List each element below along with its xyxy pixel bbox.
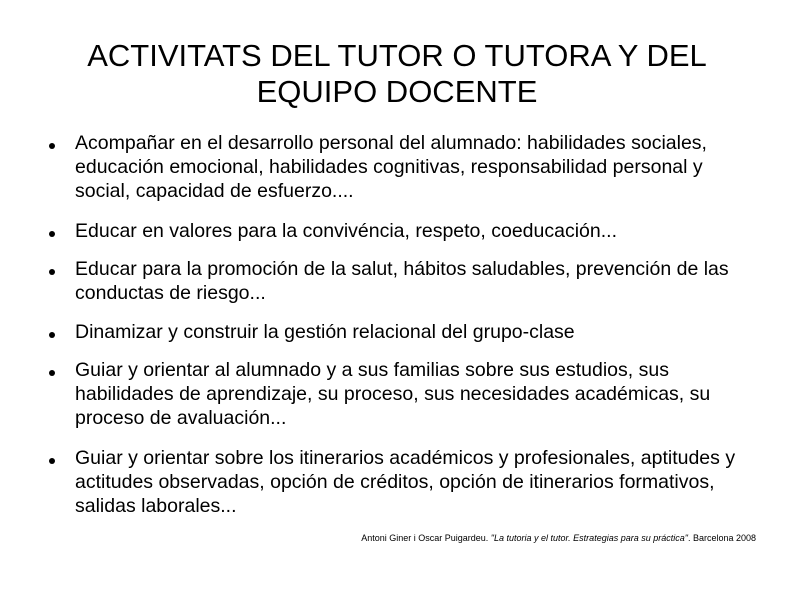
citation-authors: Antoni Giner i Oscar Puigardeu. <box>361 533 491 543</box>
bullet-dot-icon <box>49 269 55 275</box>
bullet-dot-icon <box>49 231 55 237</box>
bullet-text: Guiar y orientar sobre los itinerarios académicos y profesionales, aptitudes y actitudes observadas, opción de créditos, opción de itinerarios formativos, salidas laborales... <box>75 447 736 517</box>
citation-place-year: . Barcelona 2008 <box>687 533 756 543</box>
slide-title: ACTIVITATS DEL TUTOR O TUTORA Y DEL EQUIPO DOCENTE <box>87 38 707 109</box>
bullet-text: Guiar y orientar al alumnado y a sus familias sobre sus estudios, sus habilidades de aprendizaje, su proceso, sus necesidades académicas, su proceso de avaluación... <box>75 359 711 429</box>
bullet-dot-icon <box>49 332 55 338</box>
bullet-dot-icon <box>49 143 55 149</box>
citation-work: "La tutoria y el tutor. Estrategias para su práctica" <box>490 533 688 543</box>
bullet-text: Educar para la promoción de la salut, hábitos saludables, prevención de las conductas de riesgo... <box>75 258 729 304</box>
bullet-dot-icon <box>49 370 55 376</box>
bullet-text: Educar en valores para la convivéncia, respeto, coeducación... <box>75 220 617 242</box>
bullet-text: Dinamizar y construir la gestión relacional del grupo-clase <box>75 321 575 343</box>
bullet-text: Acompañar en el desarrollo personal del alumnado: habilidades sociales, educación emocional, habilidades cognitivas, responsabilidad personal y social, capacidad de esfuerzo.... <box>75 132 707 202</box>
citation <box>361 532 756 544</box>
bullet-dot-icon <box>49 458 55 464</box>
